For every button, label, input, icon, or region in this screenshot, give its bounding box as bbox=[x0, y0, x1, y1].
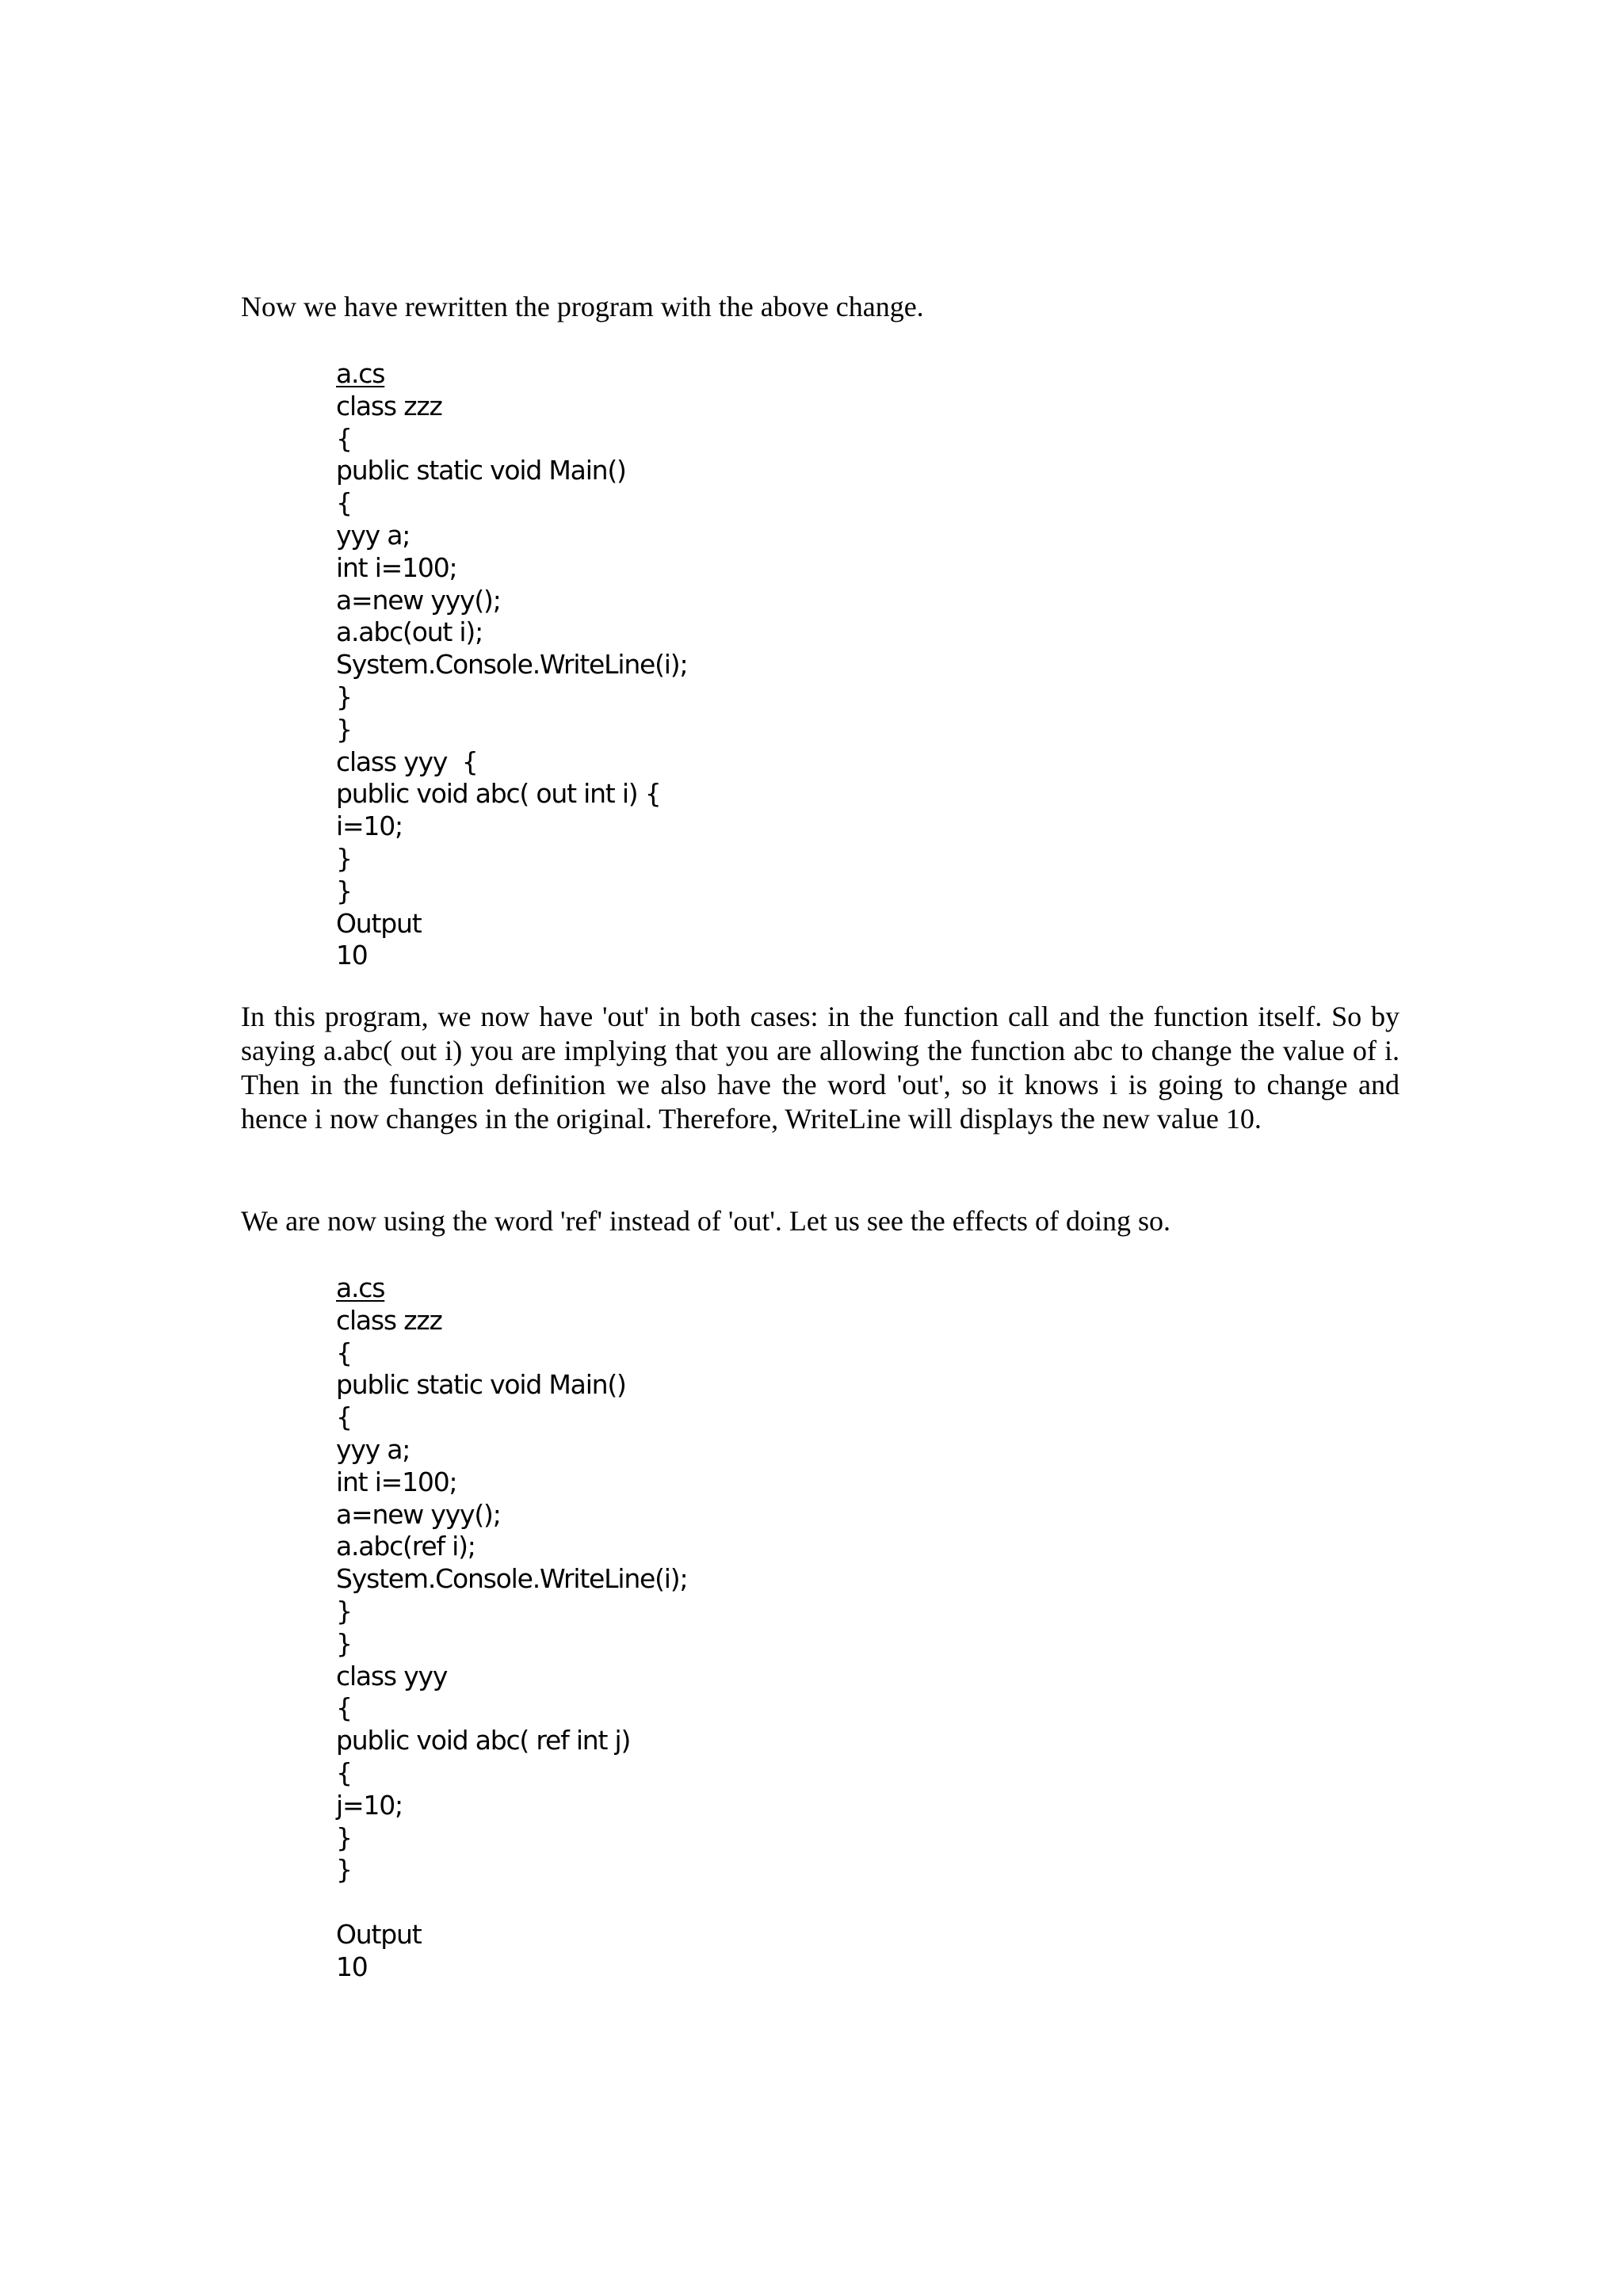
code-line: { bbox=[336, 1756, 352, 1788]
code-line: public static void Main() bbox=[336, 455, 626, 486]
code-line: int i=100; bbox=[336, 551, 457, 583]
code-line: } bbox=[336, 713, 352, 745]
code-line: System.Console.WriteLine(i); bbox=[336, 649, 688, 681]
output-value: 10 bbox=[336, 940, 368, 971]
code-listing-out bbox=[336, 358, 1366, 972]
code-listing-ref bbox=[336, 1272, 1366, 1984]
code-line: a.abc(out i); bbox=[336, 616, 483, 648]
output-label: Output bbox=[336, 907, 422, 939]
code-line: j=10; bbox=[336, 1789, 403, 1821]
output-label: Output bbox=[336, 1918, 422, 1950]
code-line: { bbox=[336, 1337, 352, 1368]
code-line: a=new yyy(); bbox=[336, 1498, 501, 1530]
code-line: { bbox=[336, 1692, 352, 1724]
code-filename: a.cs bbox=[336, 1272, 385, 1303]
code-line: int i=100; bbox=[336, 1466, 457, 1497]
code-line: a=new yyy(); bbox=[336, 584, 501, 616]
code-line: class yyy { bbox=[336, 746, 478, 777]
blank-line bbox=[336, 1886, 1366, 1919]
code-filename: a.cs bbox=[336, 358, 385, 389]
explanation-paragraph: In this program, we now have 'out' in both cases: in the function call and the function itself. So by saying a.abc( out i) you are implying that you are allowing the function abc to change the value of i. Then in the function definition we also have the word 'out', so it knows i is going to change and hence i now changes in the original. Therefore, WriteLine will displays the new value 10. bbox=[241, 1001, 1400, 1135]
code-line: class zzz bbox=[336, 390, 442, 421]
code-line: i=10; bbox=[336, 810, 403, 842]
code-line: yyy a; bbox=[336, 1433, 411, 1465]
code-line: a.abc(ref i); bbox=[336, 1531, 475, 1562]
intro-paragraph: Now we have rewritten the program with the above change. bbox=[241, 291, 924, 322]
code-line: class zzz bbox=[336, 1304, 442, 1336]
code-line: } bbox=[336, 681, 352, 712]
code-line: } bbox=[336, 1821, 352, 1853]
code-line: } bbox=[336, 842, 352, 874]
code-line: class yyy bbox=[336, 1660, 448, 1691]
code-line: { bbox=[336, 422, 352, 454]
code-line: public static void Main() bbox=[336, 1369, 626, 1401]
code-line: } bbox=[336, 1595, 352, 1627]
code-line: public void abc( out int i) { bbox=[336, 778, 661, 810]
code-line: { bbox=[336, 487, 352, 519]
code-line: } bbox=[336, 1627, 352, 1659]
ref-intro-paragraph: We are now using the word 'ref' instead of 'out'. Let us see the effects of doing so. bbox=[241, 1205, 1171, 1237]
code-line: System.Console.WriteLine(i); bbox=[336, 1563, 688, 1595]
code-line: yyy a; bbox=[336, 519, 411, 551]
output-value: 10 bbox=[336, 1951, 368, 1982]
code-line: } bbox=[336, 1854, 352, 1886]
code-line: } bbox=[336, 875, 352, 906]
code-line: { bbox=[336, 1402, 352, 1433]
code-line: public void abc( ref int j) bbox=[336, 1725, 631, 1756]
